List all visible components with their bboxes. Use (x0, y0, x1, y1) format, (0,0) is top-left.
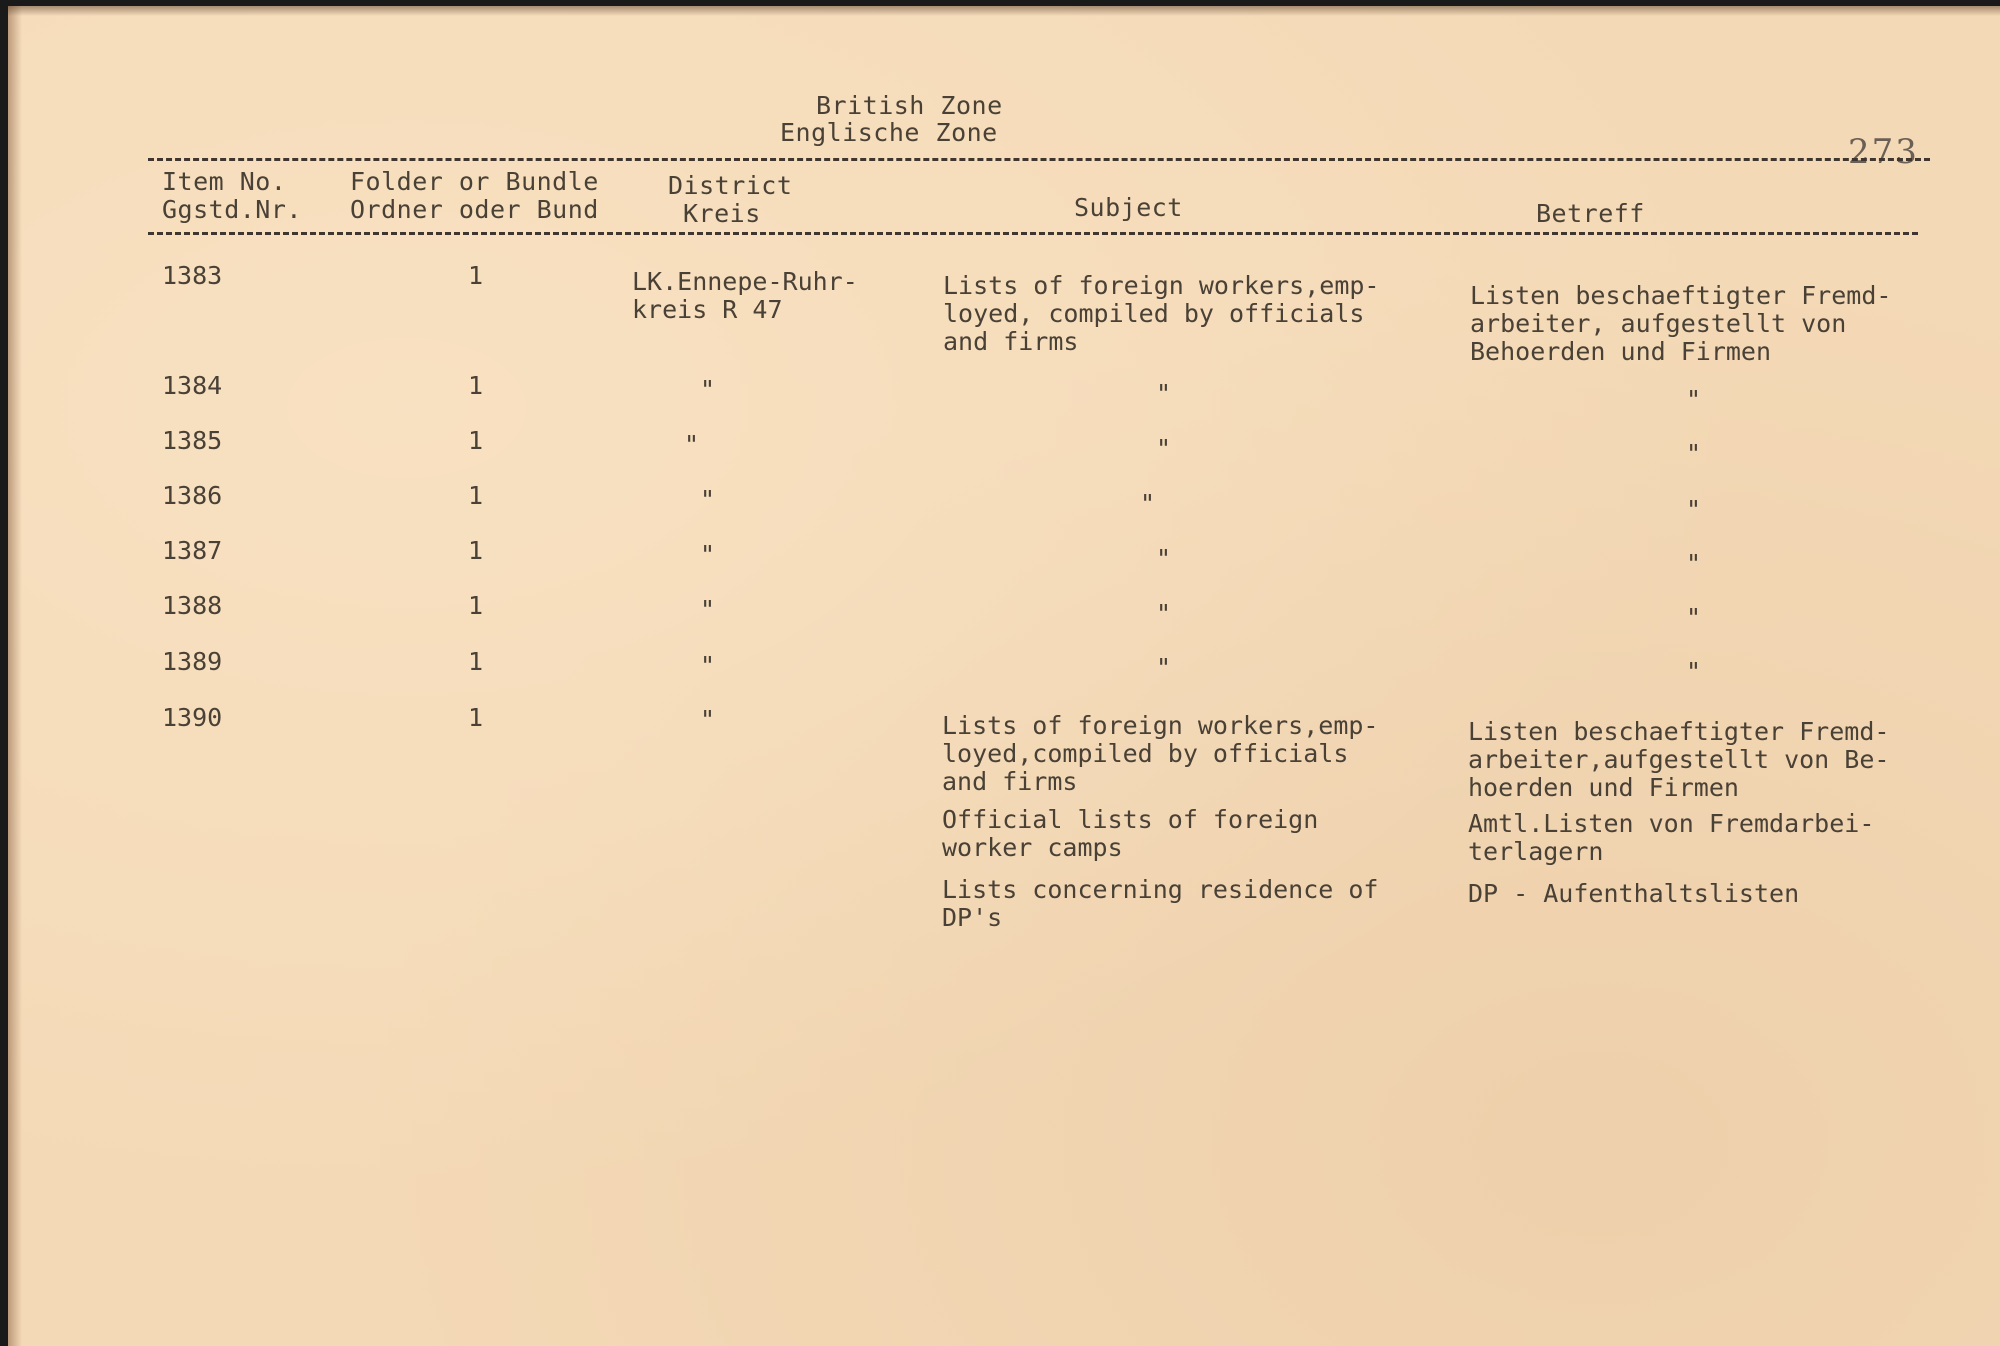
district: " (700, 485, 716, 514)
document-page (8, 6, 2000, 1346)
header-bottom-rule (148, 232, 1918, 235)
col-header-item-de: Ggstd.Nr. (162, 195, 302, 224)
folder-count: 1 (468, 481, 484, 510)
betreff: Amtl.Listen von Fremdarbei- terlagern (1468, 809, 1875, 866)
betreff: " (1686, 657, 1702, 686)
col-header-betreff: Betreff (1536, 199, 1645, 228)
subject: " (1156, 544, 1172, 573)
page-edge-shadow (8, 6, 22, 1346)
district: LK.Ennepe-Ruhr- kreis R 47 (632, 267, 858, 324)
subject: " (1156, 653, 1172, 682)
zone-title-en: British Zone (816, 91, 1003, 120)
header-top-rule (148, 158, 1930, 161)
col-header-district-en: District (668, 171, 793, 200)
subject: " (1156, 434, 1172, 463)
betreff: Listen beschaeftigter Fremd- arbeiter, aufgestellt von Behoerden und Firmen (1470, 281, 1892, 366)
item-number: 1384 (162, 371, 223, 400)
page-number: 273 (1848, 132, 1919, 172)
subject: Lists of foreign workers,emp- loyed, compiled by officials and firms (943, 271, 1380, 356)
betreff: " (1686, 549, 1702, 578)
item-number: 1389 (162, 647, 223, 676)
zone-title-de: Englische Zone (780, 118, 998, 147)
item-number: 1390 (162, 703, 223, 732)
col-header-folder-de: Ordner oder Bund (350, 195, 599, 224)
betreff: " (1686, 439, 1702, 468)
subject: Lists of foreign workers,emp- loyed,compiled by officials and firms (942, 711, 1379, 796)
district: " (700, 375, 716, 404)
district: " (684, 430, 700, 459)
folder-count: 1 (468, 647, 484, 676)
folder-count: 1 (468, 536, 484, 565)
subject: Official lists of foreign worker camps (942, 805, 1319, 862)
col-header-subject: Subject (1074, 193, 1183, 222)
betreff: Listen beschaeftigter Fremd- arbeiter,aufgestellt von Be- hoerden und Firmen (1468, 717, 1890, 802)
folder-count: 1 (468, 261, 484, 290)
col-header-item-en: Item No. (162, 167, 287, 196)
col-header-district-de: Kreis (683, 199, 761, 228)
folder-count: 1 (468, 703, 484, 732)
betreff: " (1686, 603, 1702, 632)
item-number: 1388 (162, 591, 223, 620)
betreff: DP - Aufenthaltslisten (1468, 879, 1800, 908)
betreff: " (1686, 385, 1702, 414)
subject: " (1156, 379, 1172, 408)
betreff: " (1686, 495, 1702, 524)
subject: " (1140, 489, 1156, 518)
district: " (700, 651, 716, 680)
folder-count: 1 (468, 371, 484, 400)
page-top-shadow (8, 6, 2000, 16)
subject: Lists concerning residence of DP's (942, 875, 1379, 932)
district: " (700, 705, 716, 734)
item-number: 1385 (162, 426, 223, 455)
district: " (700, 540, 716, 569)
item-number: 1383 (162, 261, 223, 290)
subject: " (1156, 599, 1172, 628)
item-number: 1387 (162, 536, 223, 565)
item-number: 1386 (162, 481, 223, 510)
col-header-folder-en: Folder or Bundle (350, 167, 599, 196)
district: " (700, 595, 716, 624)
folder-count: 1 (468, 426, 484, 455)
folder-count: 1 (468, 591, 484, 620)
